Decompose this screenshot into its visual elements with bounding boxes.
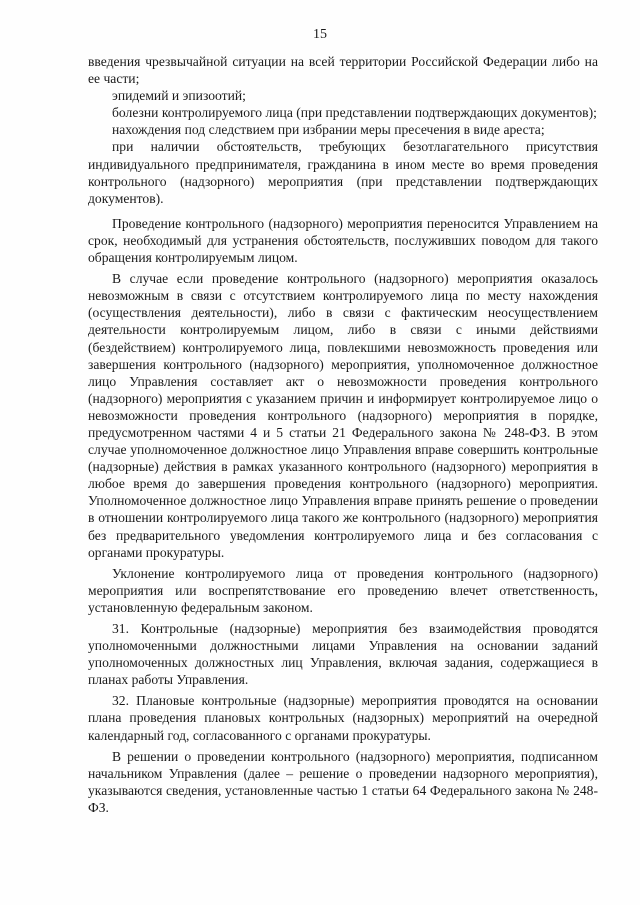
paragraph: 32. Плановые контрольные (надзорные) мероприятия проводятся на основании плана проведения плановых контрольных (надзорных) мероприятий на очередной календарный год, согласованного с органами прокуратуры.	[88, 693, 598, 743]
paragraph: при наличии обстоятельств, требующих безотлагательного присутствия индивидуального предпринимателя, гражданина в ином месте во время проведения контрольного (надзорного) мероприятия (при представлении подтверждающих документов).	[88, 139, 598, 206]
paragraph: В решении о проведении контрольного (надзорного) мероприятия, подписанном начальником Управления (далее – решение о проведении надзорного мероприятия), указываются сведения, установленные частью 1 статьи 64 Федерального закона № 248-ФЗ.	[88, 748, 598, 815]
paragraph: эпидемий и эпизоотий;	[112, 88, 246, 104]
paragraph: В случае если проведение контрольного (надзорного) мероприятия оказалось невозможным в связи с отсутствием контролируемого лица по месту нахождения (осуществления деятельности), либо в связи с фактическим неосуществлением деятельности контролируемым лицом, либо в связи с иными действиями (бездействием) контролируемого лица, повлекшими невозможность проведения или завершения контрольного (надзорного) мероприятия, уполномоченное должностное лицо Управления составляет акт о невозможности проведения контрольного (надзорного) мероприятия с указанием причин и информирует контролируемое лицо о невозможности проведения контрольного (надзорного) мероприятия в порядке, предусмотренном частями 4 и 5 статьи 21 Федерального закона № 248-ФЗ. В этом случае уполномоченное должностное лицо Управления вправе совершить контрольные (надзорные) действия в рамках указанного контрольного (надзорного) мероприятия в любое время до завершения проведения контрольного (надзорного) мероприятия. Уполномоченное должностное лицо Управления вправе принять решение о проведении в отношении контролируемого лица такого же контрольного (надзорного) мероприятия без предварительного уведомления контролируемого лица и без согласования с органами прокуратуры.	[88, 271, 598, 560]
paragraph: нахождения под следствием при избрании меры пресечения в виде ареста;	[112, 122, 545, 138]
paragraph: Проведение контрольного (надзорного) мероприятия переносится Управлением на срок, необходимый для устранения обстоятельств, послуживших поводом для такого обращения контролируемым лицом.	[88, 215, 598, 266]
paragraph: Уклонение контролируемого лица от проведения контрольного (надзорного) мероприятия или воспрепятствование его проведению влечет ответственность, установленную федеральным законом.	[88, 565, 598, 615]
page-number: 15	[313, 27, 327, 42]
paragraph: 31. Контрольные (надзорные) мероприятия без взаимодействия проводятся уполномоченными должностными лицами Управления на основании заданий уполномоченных должностных лиц Управления, включая задания, содержащиеся в планах работы Управления.	[88, 621, 598, 688]
paragraph: болезни контролируемого лица (при представлении подтверждающих документов);	[112, 105, 597, 121]
paragraph: введения чрезвычайной ситуации на всей территории Российской Федерации либо на ее части;	[88, 54, 598, 87]
document-body	[88, 53, 598, 816]
